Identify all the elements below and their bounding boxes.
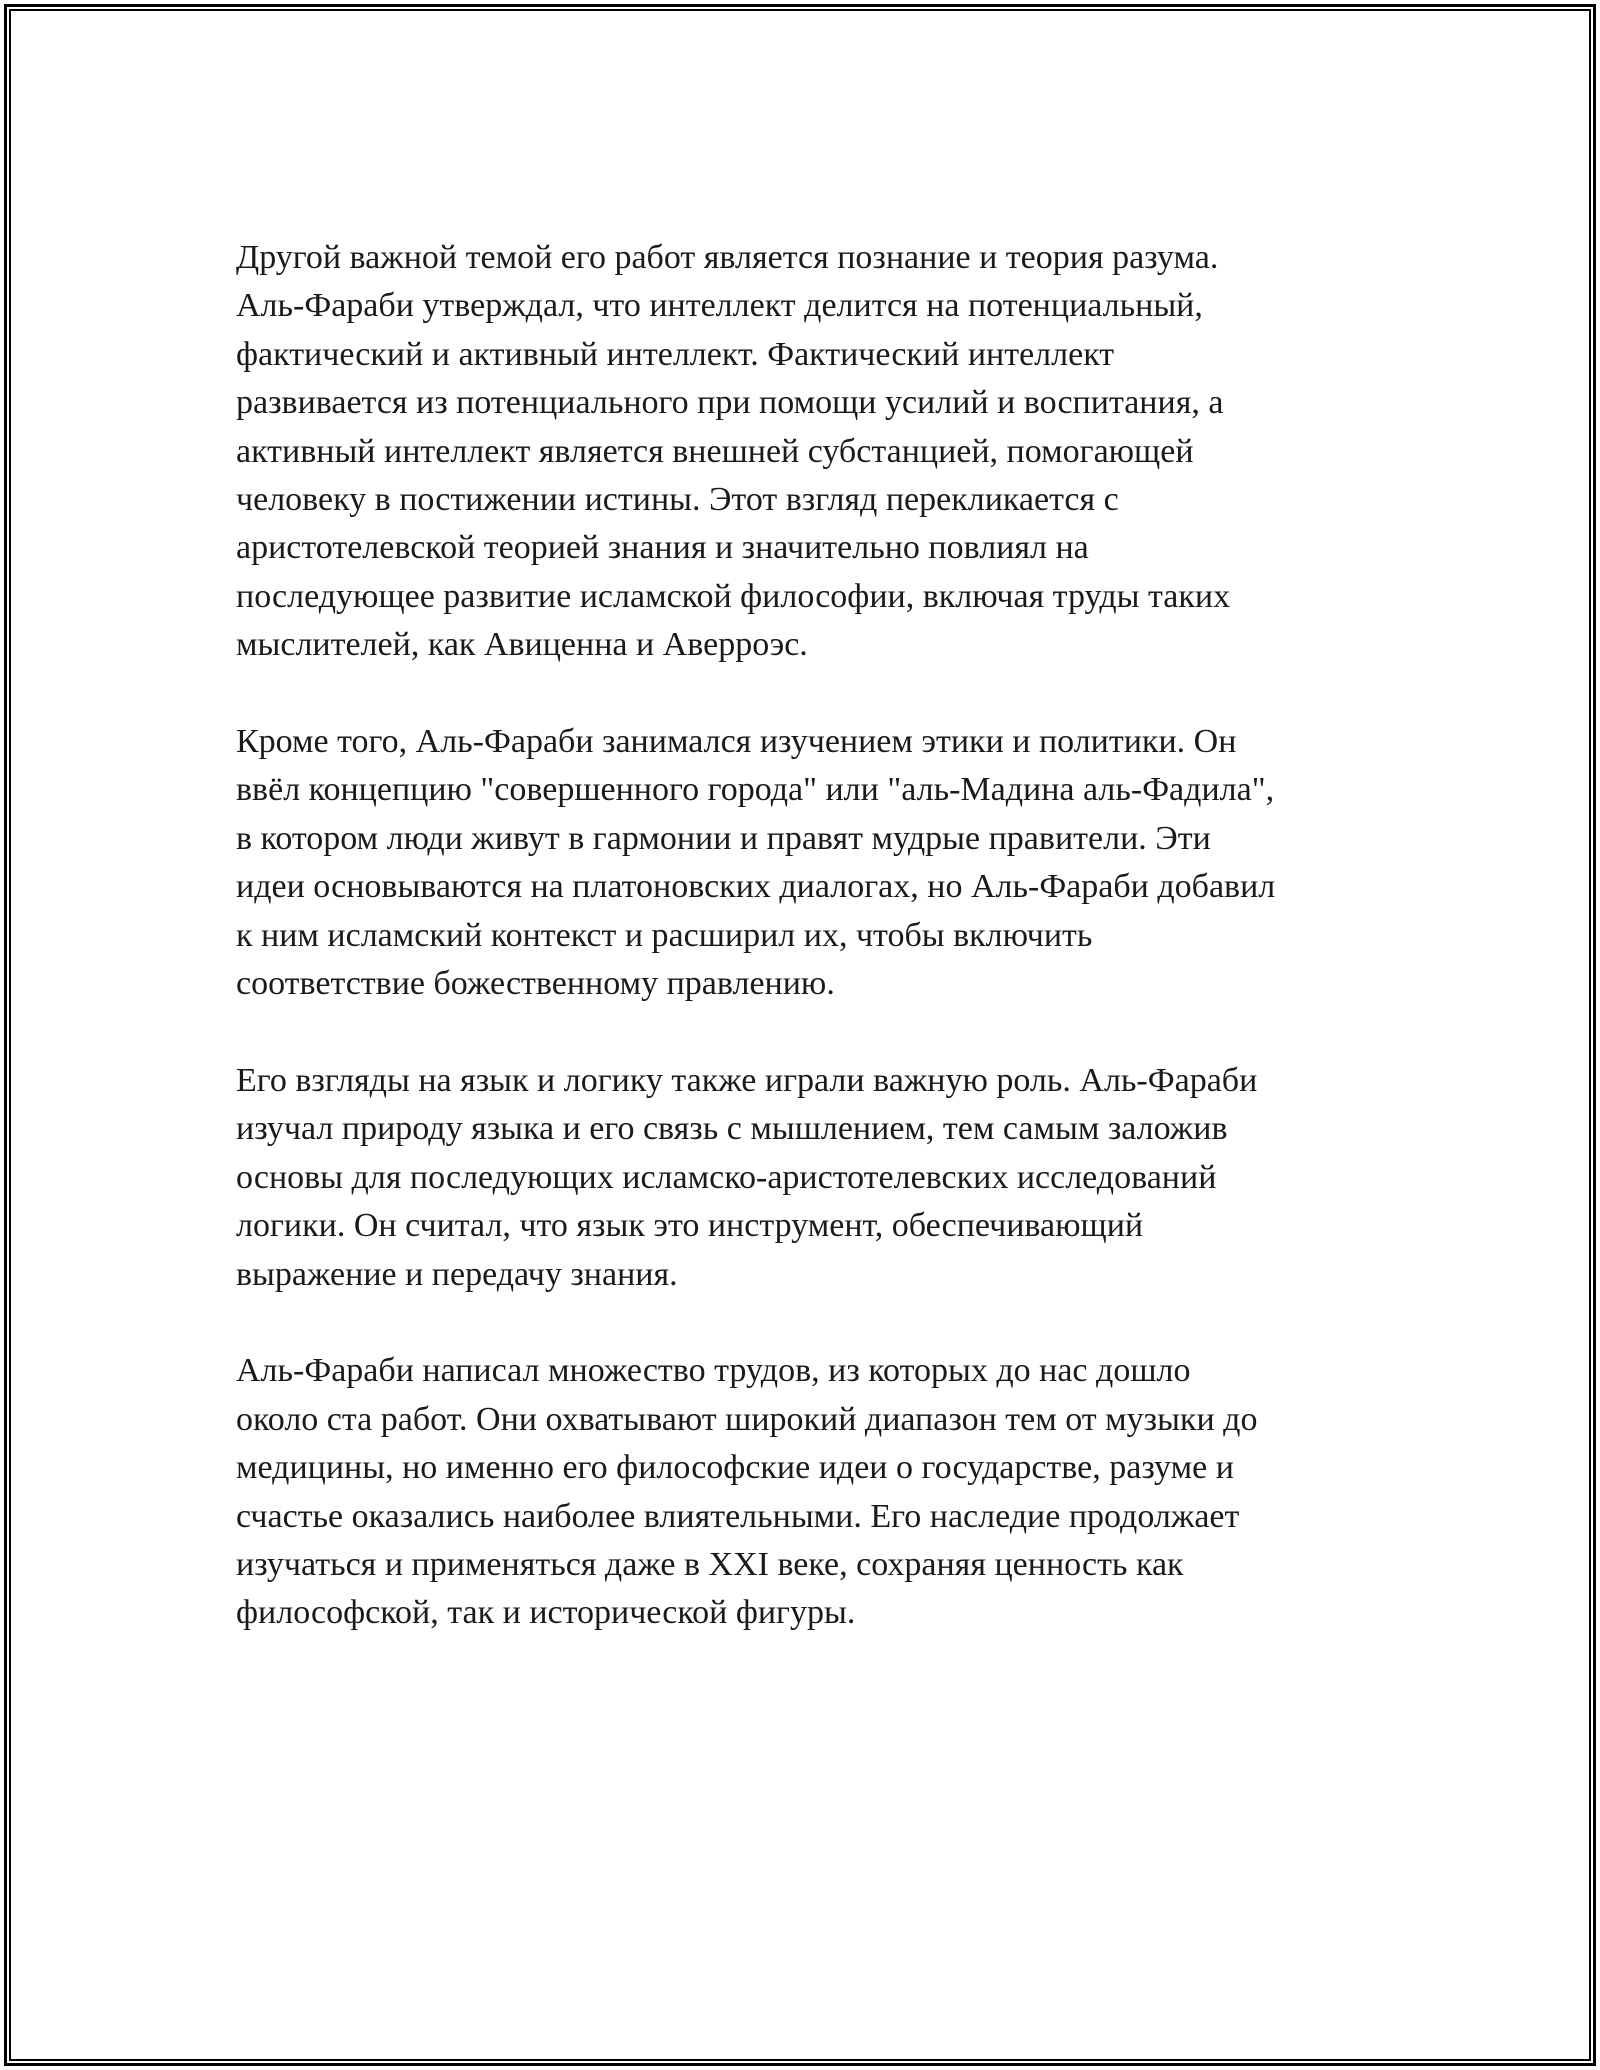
text-line: выражение и передачу знания. xyxy=(236,1255,678,1293)
text-line: изучаться и применяться даже в XXI веке, сохраняя ценность как xyxy=(236,1545,1184,1583)
document-body xyxy=(236,234,1376,1686)
text-line: ввёл концепцию "совершенного города" или "аль-Мадина аль-Фадила", xyxy=(236,771,1275,809)
text-line: активный интеллект является внешней субстанцией, помогающей xyxy=(236,432,1194,470)
text-line: Его взгляды на язык и логику также играли важную роль. Аль-Фараби xyxy=(236,1061,1258,1099)
text-line: в котором люди живут в гармонии и правят мудрые правители. Эти xyxy=(236,819,1211,857)
text-line: Кроме того, Аль-Фараби занимался изучением этики и политики. Он xyxy=(236,723,1237,761)
text-line: Другой важной темой его работ является познание и теория разума. xyxy=(236,239,1219,276)
paragraph-3 xyxy=(236,1057,1376,1299)
text-line: логики. Он считал, что язык это инструмент, обеспечивающий xyxy=(236,1207,1144,1245)
paragraph-2 xyxy=(236,718,1376,1008)
text-line: человеку в постижении истины. Этот взгляд перекликается с xyxy=(236,481,1119,519)
text-line: мыслителей, как Авиценна и Аверроэс. xyxy=(236,626,808,664)
text-line: Аль-Фараби утверждал, что интеллект делится на потенциальный, xyxy=(236,287,1203,325)
text-line: последующее развитие исламской философии, включая труды таких xyxy=(236,577,1231,615)
paragraph-4 xyxy=(236,1347,1376,1637)
text-line: фактический и активный интеллект. Фактический интеллект xyxy=(236,335,1115,373)
text-line: основы для последующих исламско-аристотелевских исследований xyxy=(236,1158,1217,1196)
text-line: развивается из потенциального при помощи усилий и воспитания, а xyxy=(236,384,1224,422)
text-line: около ста работ. Они охватывают широкий диапазон тем от музыки до xyxy=(236,1400,1258,1438)
text-line: медицины, но именно его философские идеи о государстве, разуме и xyxy=(236,1449,1234,1487)
text-line: Аль-Фараби написал множество трудов, из которых до нас дошло xyxy=(236,1352,1191,1390)
text-line: к ним исламский контекст и расширил их, чтобы включить xyxy=(236,916,1093,954)
text-line: изучал природу языка и его связь с мышлением, тем самым заложив xyxy=(236,1110,1228,1148)
text-line: идеи основываются на платоновских диалогах, но Аль-Фараби добавил xyxy=(236,868,1276,906)
text-line: счастье оказались наиболее влиятельными. Его наследие продолжает xyxy=(236,1497,1240,1535)
text-line: аристотелевской теорией знания и значительно повлиял на xyxy=(236,529,1089,567)
text-line: соответствие божественному правлению. xyxy=(236,965,835,1003)
paragraph-1 xyxy=(236,234,1376,670)
text-line: философской, так и исторической фигуры. xyxy=(236,1594,856,1632)
